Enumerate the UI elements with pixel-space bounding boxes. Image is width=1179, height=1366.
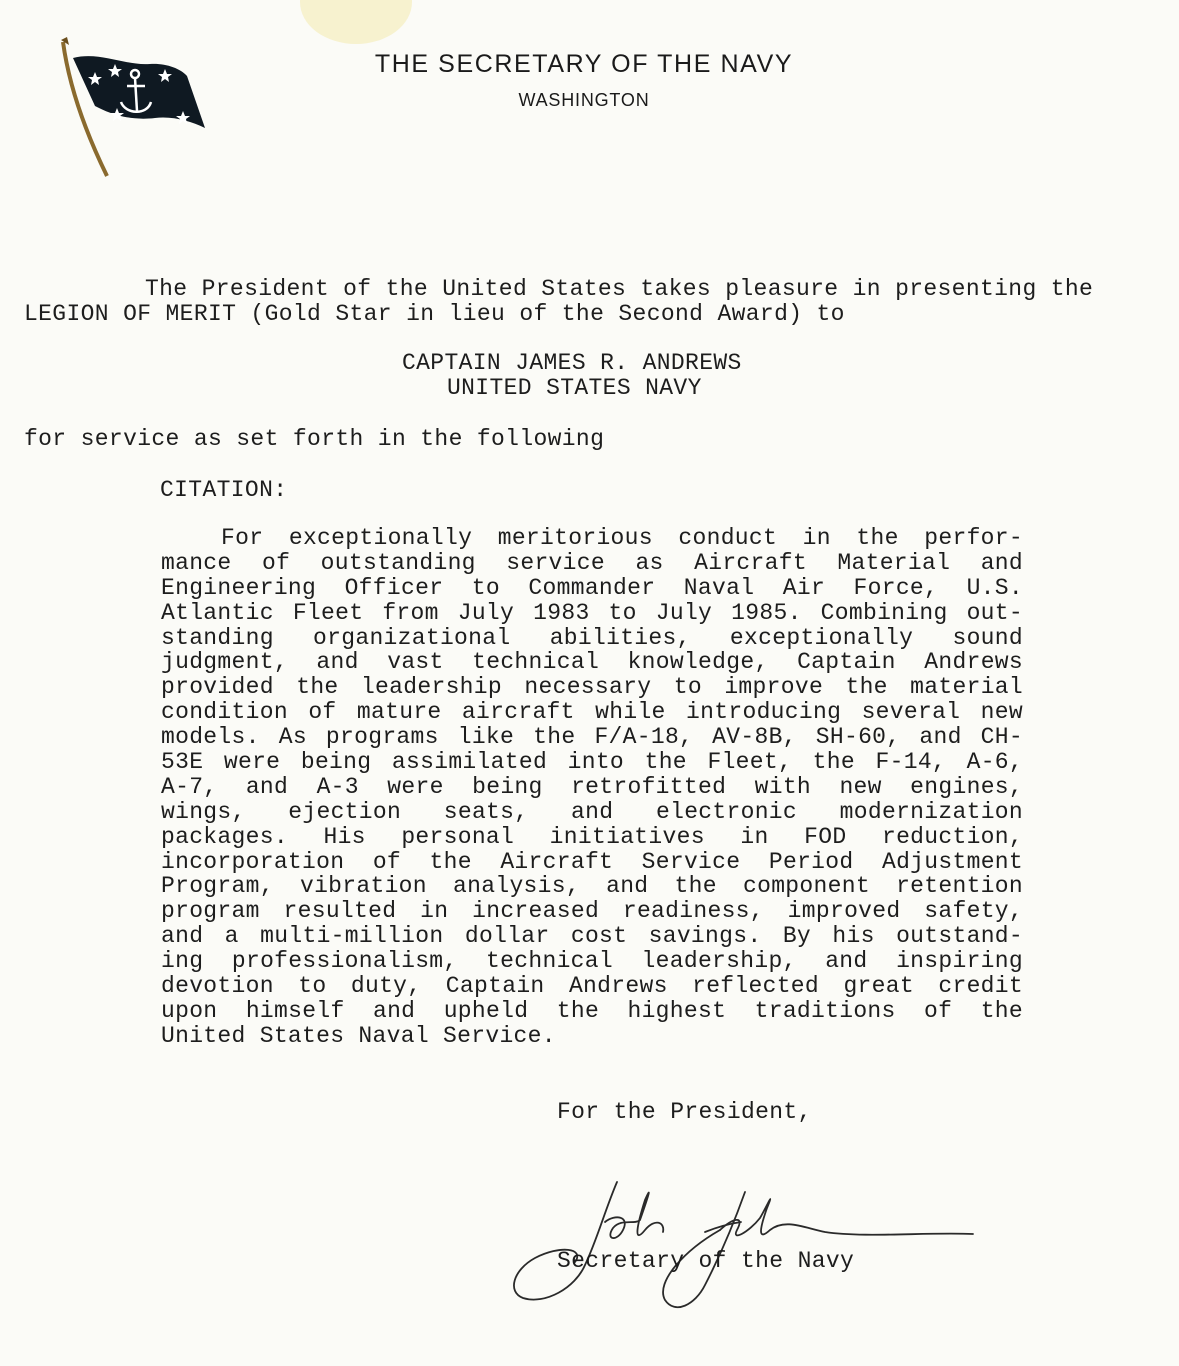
citation-line: incorporation of the Aircraft Service Period Adjustment <box>161 848 1023 875</box>
citation-line: program resulted in increased readiness, improved safety, <box>161 898 1023 925</box>
citation-line: For exceptionally meritorious conduct in the perfor- <box>221 525 1023 551</box>
recipient-service: UNITED STATES NAVY <box>447 375 702 401</box>
citation-line: devotion to duty, Captain Andrews reflected great credit <box>161 973 1023 1000</box>
citation-line: Program, vibration analysis, and the component retention <box>161 873 1023 900</box>
citation-line: mance of outstanding service as Aircraft Material and <box>161 549 1023 576</box>
citation-line: wings, ejection seats, and electronic modernization <box>161 798 1023 825</box>
citation-line: Engineering Officer to Commander Naval Air Force, U.S. <box>161 574 1023 601</box>
handwritten-signature <box>505 1170 985 1320</box>
citation-line: standing organizational abilities, exceptionally sound <box>161 624 1023 651</box>
intro-line-1: The President of the United States takes pleasure in presenting the <box>145 276 1094 302</box>
citation-line: packages. His personal initiatives in FOD reduction, <box>161 823 1023 850</box>
letterhead-subtitle: WASHINGTON <box>518 90 650 110</box>
letterhead-title: THE SECRETARY OF THE NAVY <box>374 50 794 78</box>
paper-stain <box>300 0 412 44</box>
citation-line: models. As programs like the F/A-18, AV-8B, SH-60, and CH- <box>161 724 1023 751</box>
citation-line: and a multi-million dollar cost savings. By his outstand- <box>161 923 1023 950</box>
closing-line: For the President, <box>557 1099 812 1125</box>
citation-line: 53E were being assimilated into the Fleet, the F-14, A-6, <box>161 749 1023 776</box>
citation-line: United States Naval Service. <box>161 1022 556 1049</box>
intro-line-2: LEGION OF MERIT (Gold Star in lieu of the Second Award) to <box>24 301 845 327</box>
citation-line: judgment, and vast technical knowledge, Captain Andrews <box>161 649 1023 676</box>
service-line: for service as set forth in the following <box>24 426 605 452</box>
citation-line: upon himself and upheld the highest traditions of the <box>161 997 1023 1024</box>
citation-line: Atlantic Fleet from July 1983 to July 1985. Combining out- <box>161 599 1023 626</box>
citation-line: A-7, and A-3 were being retrofitted with new engines, <box>161 773 1023 800</box>
citation-line: provided the leadership necessary to improve the material <box>161 674 1023 701</box>
recipient-name: CAPTAIN JAMES R. ANDREWS <box>402 350 742 376</box>
navy-flag-icon <box>55 36 215 181</box>
citation-heading: CITATION: <box>160 477 288 503</box>
signature-title: Secretary of the Navy <box>557 1248 855 1274</box>
citation-body <box>161 526 1023 1049</box>
citation-line: condition of mature aircraft while introducing several new <box>161 699 1023 726</box>
citation-line: ing professionalism, technical leadership, and inspiring <box>161 948 1023 975</box>
